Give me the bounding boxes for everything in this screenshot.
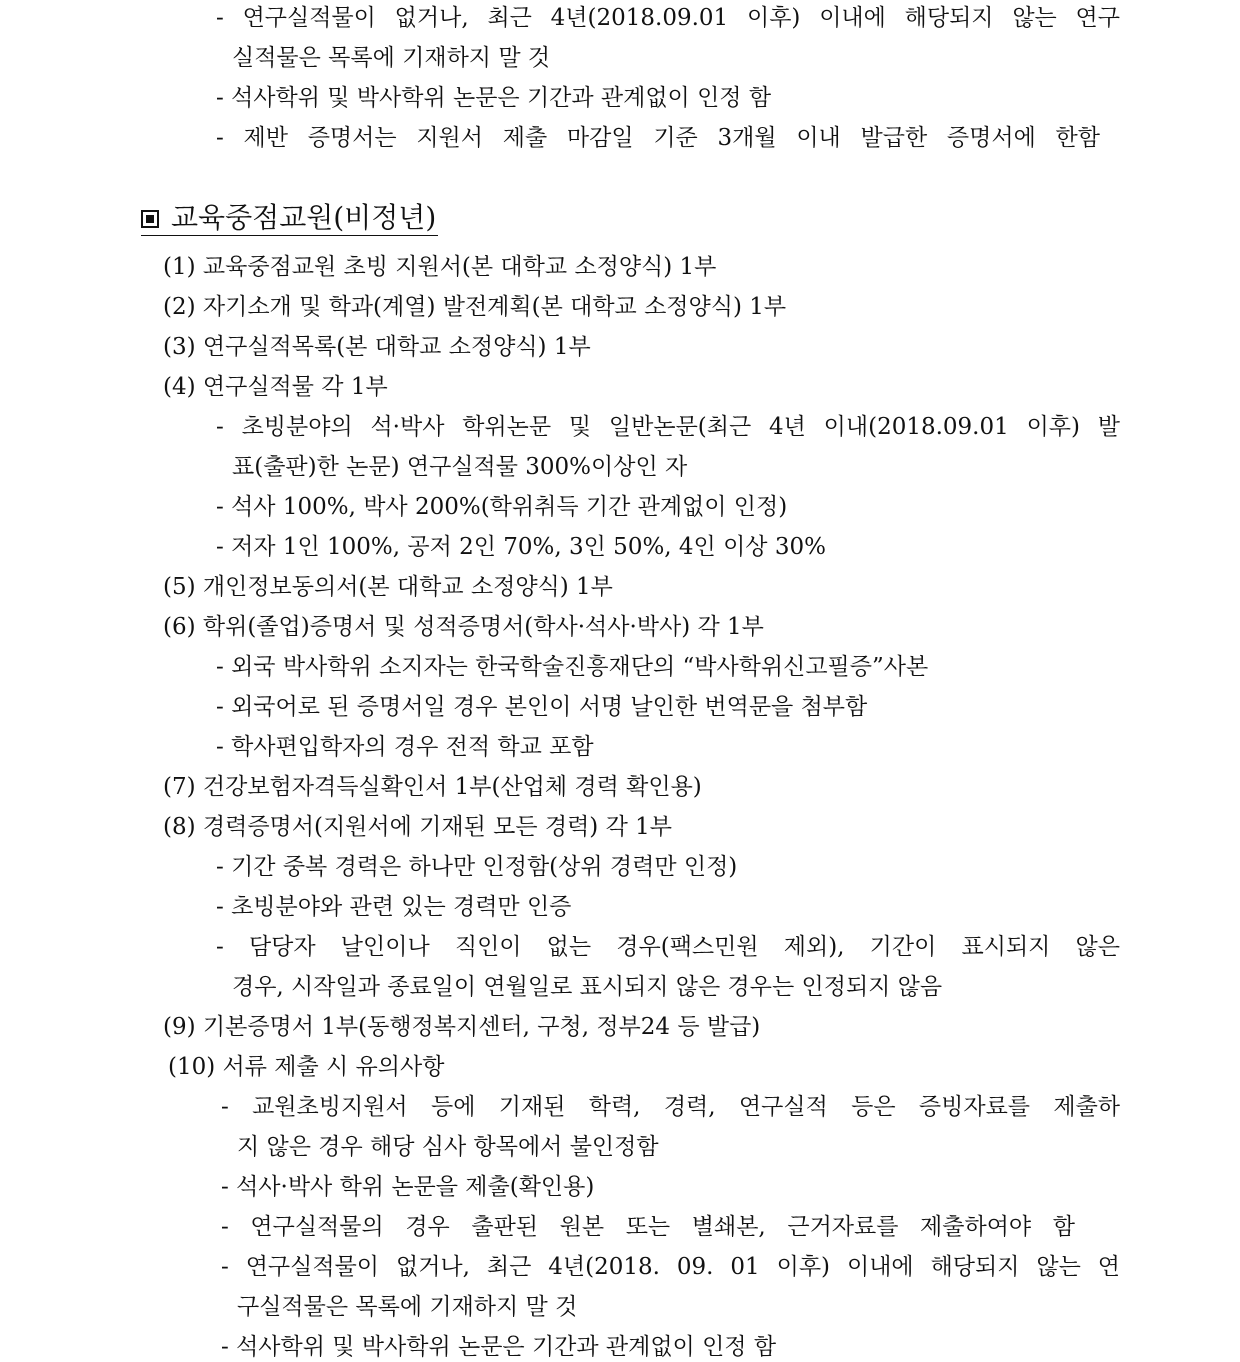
note-certificate-deadline: - 제반 증명서는 지원서 제출 마감일 기준 3개월 이내 발급한 증명서에 한함 bbox=[216, 125, 1100, 151]
item-10: (10) 서류 제출 시 유의사항 bbox=[168, 1054, 445, 1080]
item-4-sub-1-line2: 표(출판)한 논문) 연구실적물 300%이상인 자 bbox=[232, 454, 688, 480]
item-8-sub-1: - 기간 중복 경력은 하나만 인정함(상위 경력만 인정) bbox=[216, 854, 738, 880]
item-8-sub-3-line2: 경우, 시작일과 종료일이 연월일로 표시되지 않은 경우는 인정되지 않음 bbox=[232, 974, 943, 1000]
item-9: (9) 기본증명서 1부(동행정복지센터, 구청, 정부24 등 발급) bbox=[163, 1014, 761, 1040]
section-title: 교육중점교원(비정년) bbox=[171, 201, 437, 234]
item-8-sub-2: - 초빙분야와 관련 있는 경력만 인증 bbox=[216, 894, 572, 920]
item-6-sub-1: - 외국 박사학위 소지자는 한국학술진흥재단의 “박사학위신고필증”사본 bbox=[216, 654, 929, 680]
item-8-sub-3-line1: - 담당자 날인이나 직인이 없는 경우(팩스민원 제외), 기간이 표시되지 않은 bbox=[216, 934, 1120, 960]
item-8: (8) 경력증명서(지원서에 기재된 모든 경력) 각 1부 bbox=[163, 814, 672, 840]
item-4-sub-1-line1: - 초빙분야의 석·박사 학위논문 및 일반논문(최근 4년 이내(2018.09.01 이후) 발 bbox=[216, 414, 1120, 440]
item-2: (2) 자기소개 및 학과(계열) 발전계획(본 대학교 소정양식) 1부 bbox=[163, 294, 787, 320]
filled-square-icon bbox=[141, 210, 159, 228]
item-4-sub-2: - 석사 100%, 박사 200%(학위취득 기간 관계없이 인정) bbox=[216, 494, 788, 520]
item-10-sub-1-line1: - 교원초빙지원서 등에 기재된 학력, 경력, 연구실적 등은 증빙자료를 제출하 bbox=[221, 1094, 1120, 1120]
item-1: (1) 교육중점교원 초빙 지원서(본 대학교 소정양식) 1부 bbox=[163, 254, 717, 280]
item-10-sub-3: - 연구실적물의 경우 출판된 원본 또는 별쇄본, 근거자료를 제출하여야 함 bbox=[221, 1214, 1075, 1240]
note-research-period-line1: - 연구실적물이 없거나, 최근 4년(2018.09.01 이후) 이내에 해당되지 않는 연구 bbox=[216, 5, 1120, 31]
item-4: (4) 연구실적물 각 1부 bbox=[163, 374, 388, 400]
note-research-period-line2: 실적물은 목록에 기재하지 말 것 bbox=[232, 45, 551, 71]
item-6-sub-3: - 학사편입학자의 경우 전적 학교 포함 bbox=[216, 734, 594, 760]
item-10-sub-5: - 석사학위 및 박사학위 논문은 기간과 관계없이 인정 함 bbox=[221, 1334, 777, 1360]
section-heading bbox=[141, 201, 438, 236]
item-5: (5) 개인정보동의서(본 대학교 소정양식) 1부 bbox=[163, 574, 613, 600]
item-3: (3) 연구실적목록(본 대학교 소정양식) 1부 bbox=[163, 334, 591, 360]
item-4-sub-3: - 저자 1인 100%, 공저 2인 70%, 3인 50%, 4인 이상 30% bbox=[216, 534, 826, 560]
item-6: (6) 학위(졸업)증명서 및 성적증명서(학사·석사·박사) 각 1부 bbox=[163, 614, 764, 640]
item-10-sub-4-line1: - 연구실적물이 없거나, 최근 4년(2018. 09. 01 이후) 이내에 해당되지 않는 연 bbox=[221, 1254, 1120, 1280]
item-10-sub-4-line2: 구실적물은 목록에 기재하지 말 것 bbox=[237, 1294, 578, 1320]
item-10-sub-1-line2: 지 않은 경우 해당 심사 항목에서 불인정함 bbox=[237, 1134, 659, 1160]
item-10-sub-2: - 석사·박사 학위 논문을 제출(확인용) bbox=[221, 1174, 595, 1200]
item-7: (7) 건강보험자격득실확인서 1부(산업체 경력 확인용) bbox=[163, 774, 702, 800]
item-6-sub-2: - 외국어로 된 증명서일 경우 본인이 서명 날인한 번역문을 첨부함 bbox=[216, 694, 868, 720]
note-thesis: - 석사학위 및 박사학위 논문은 기간과 관계없이 인정 함 bbox=[216, 85, 772, 111]
